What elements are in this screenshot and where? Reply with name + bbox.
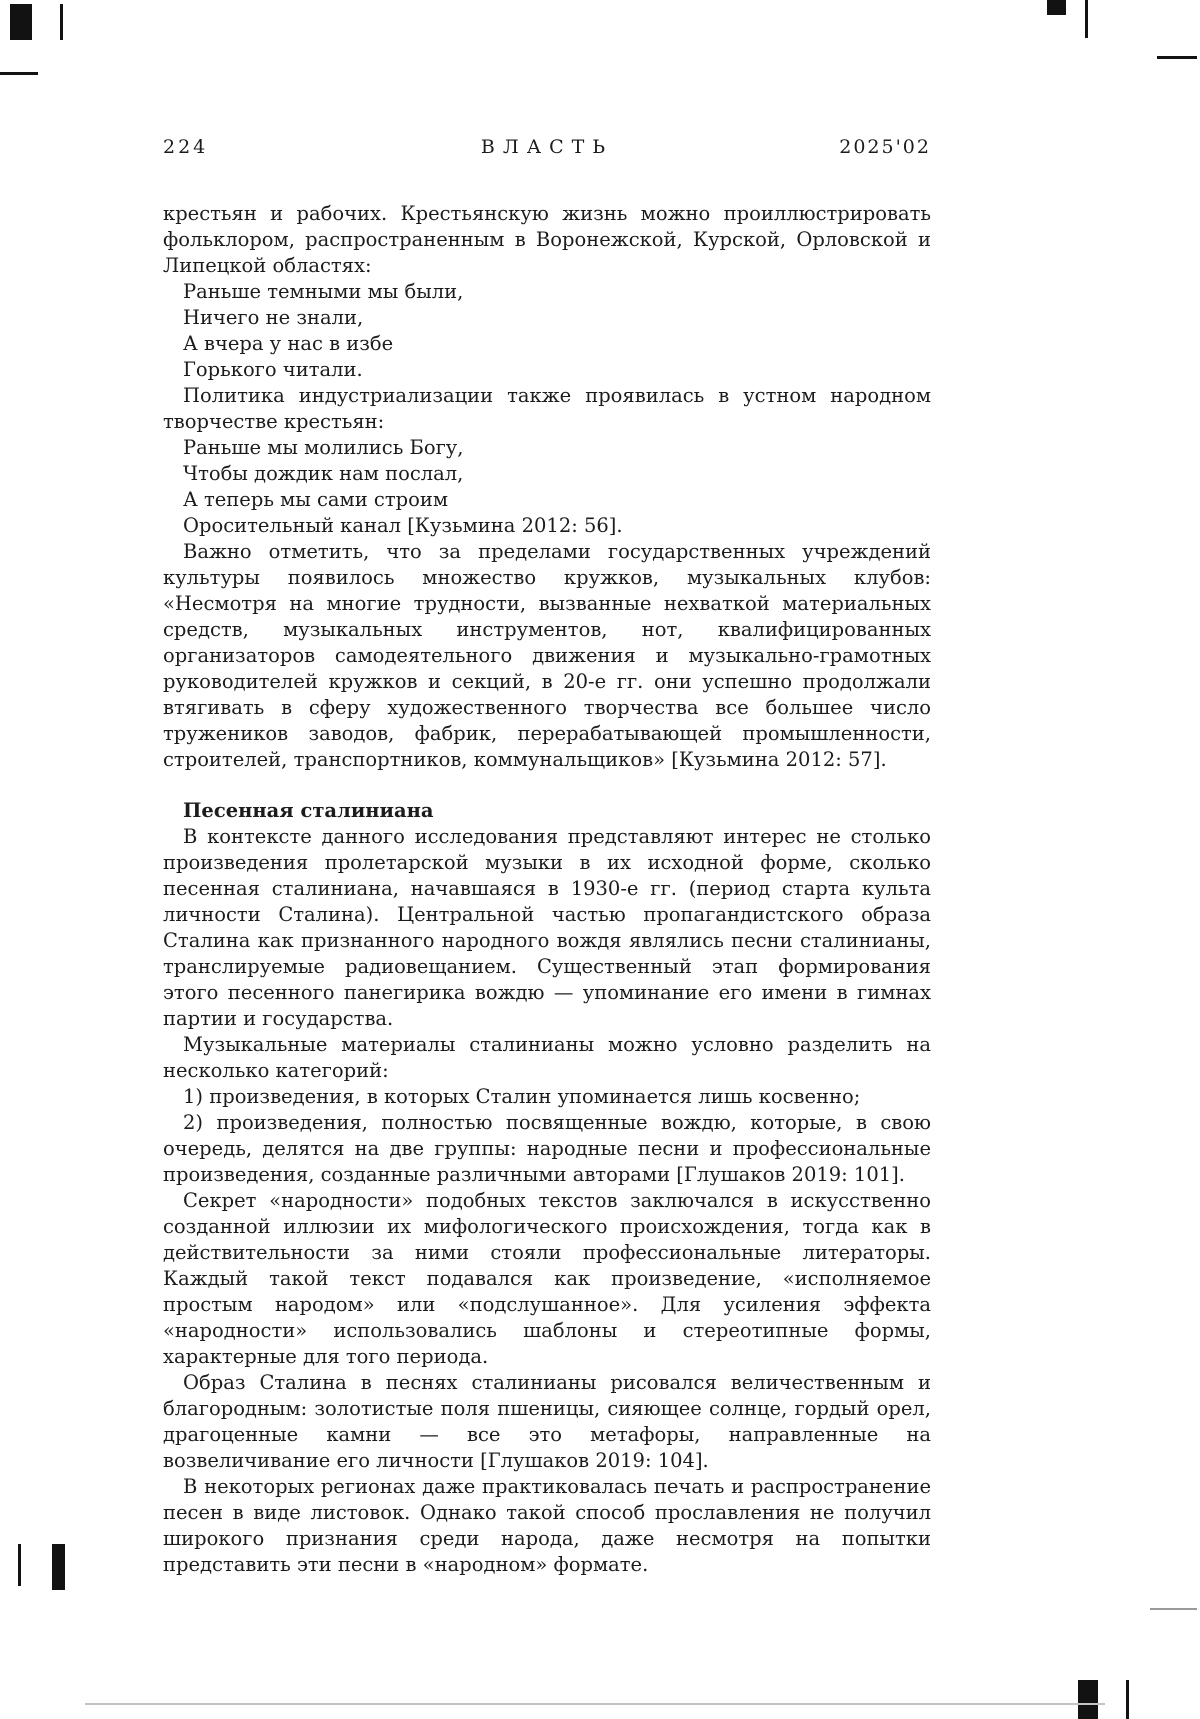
verse-line: А теперь мы сами строим — [183, 488, 449, 511]
crop-mark-top-left-line — [60, 4, 63, 40]
paragraph: крестьян и рабочих. Крестьянскую жизнь можно проиллюстрировать фольклором, распространенным в Воронежской, Курской, Орловской и Липецкой областях: — [163, 202, 931, 277]
crop-mark-bottom-left-bar — [52, 1544, 65, 1590]
article-body — [163, 201, 931, 1578]
verse-line: Горького читали. — [183, 358, 363, 381]
crop-mark-bottom-right-line — [1126, 1680, 1129, 1719]
crop-mark-top-left-bar — [10, 4, 32, 40]
page-content — [163, 136, 931, 1578]
section-heading: Песенная сталиниана — [183, 799, 434, 822]
paragraph: Политика индустриализации также проявилась в устном народном творчестве крестьян: — [163, 384, 931, 433]
paragraph: В контексте данного исследования представляют интерес не столько произведения пролетарской музыки в их исходной форме, сколько песенная сталиниана, начавшаяся в 1930-е гг. (период старта культа личности Сталина). Центральной частью пропагандистского образа Сталина как признанного народного вождя являлись песни сталинианы, транслируемые радиовещанием. Существенный этап формирования этого песенного панегирика вождю — упоминание его имени в гимнах партии и государства. — [163, 825, 931, 1030]
running-header — [163, 136, 931, 158]
issue-number: 2025'02 — [839, 136, 931, 158]
verse-line: Оросительный канал [Кузьмина 2012: 56]. — [183, 514, 623, 537]
folk-verse — [163, 435, 931, 539]
crop-mark-bottom-right-dash — [1150, 1608, 1197, 1610]
verse-line: Раньше мы молились Богу, — [183, 436, 464, 459]
crop-mark-bottom-left-line — [18, 1544, 21, 1586]
paragraph: Важно отметить, что за пределами государственных учреждений культуры появилось множество кружков, музыкальных клубов: «Несмотря на многие трудности, вызванные нехваткой материальных средств, музыкальных инструментов, нот, квалифицированных организаторов самодеятельного движения и музыкально-грамотных руководителей кружков и секций, в 20-е гг. они успешно продолжали втягивать в сферу художественного творчества все большее число тружеников заводов, фабрик, перерабатывающей промышленности, строителей, транспортников, коммунальщиков» [Кузьмина 2012: 57]. — [163, 540, 931, 771]
crop-mark-top-right-dash — [1157, 56, 1197, 59]
page-number: 224 — [163, 136, 209, 158]
crop-mark-top-left-dash — [0, 72, 38, 75]
crop-mark-top-right-line — [1085, 0, 1088, 38]
paragraph: 2) произведения, полностью посвященные вождю, которые, в свою очередь, делятся на две группы: народные песни и профессиональные произведения, созданные различными авторами [Глушаков 2019: 101]. — [163, 1111, 931, 1186]
journal-title: ВЛАСТЬ — [480, 136, 614, 158]
crop-mark-bottom-right-bar — [1078, 1680, 1098, 1719]
verse-line: Чтобы дождик нам послал, — [183, 462, 464, 485]
verse-line: Ничего не знали, — [183, 306, 364, 329]
verse-line: А вчера у нас в избе — [183, 332, 394, 355]
verse-line: Раньше темными мы были, — [183, 280, 464, 303]
paragraph: 1) произведения, в которых Сталин упоминается лишь косвенно; — [183, 1085, 861, 1108]
paragraph: В некоторых регионах даже практиковалась печать и распространение песен в виде листовок. Однако такой способ прославления не получил широкого признания среди народа, даже несмотря на попытки представить эти песни в «народном» формате. — [163, 1475, 931, 1576]
folk-verse — [163, 279, 931, 383]
scan-edge-artifact-line — [85, 1703, 1105, 1705]
paragraph: Музыкальные материалы сталинианы можно условно разделить на несколько категорий: — [163, 1033, 931, 1082]
paragraph: Образ Сталина в песнях сталинианы рисовался величественным и благородным: золотистые поля пшеницы, сияющее солнце, гордый орел, драгоценные камни — все это метафоры, направленные на возвеличивание его личности [Глушаков 2019: 104]. — [163, 1371, 931, 1472]
paragraph: Секрет «народности» подобных текстов заключался в искусственно созданной иллюзии их мифологического происхождения, тогда как в действительности за ними стояли профессиональные литераторы. Каждый такой текст подавался как произведение, «исполняемое простым народом» или «подслушанное». Для усиления эффекта «народности» использовались шаблоны и стереотипные формы, характерные для того периода. — [163, 1189, 931, 1368]
crop-mark-top-right-bar — [1047, 0, 1066, 15]
